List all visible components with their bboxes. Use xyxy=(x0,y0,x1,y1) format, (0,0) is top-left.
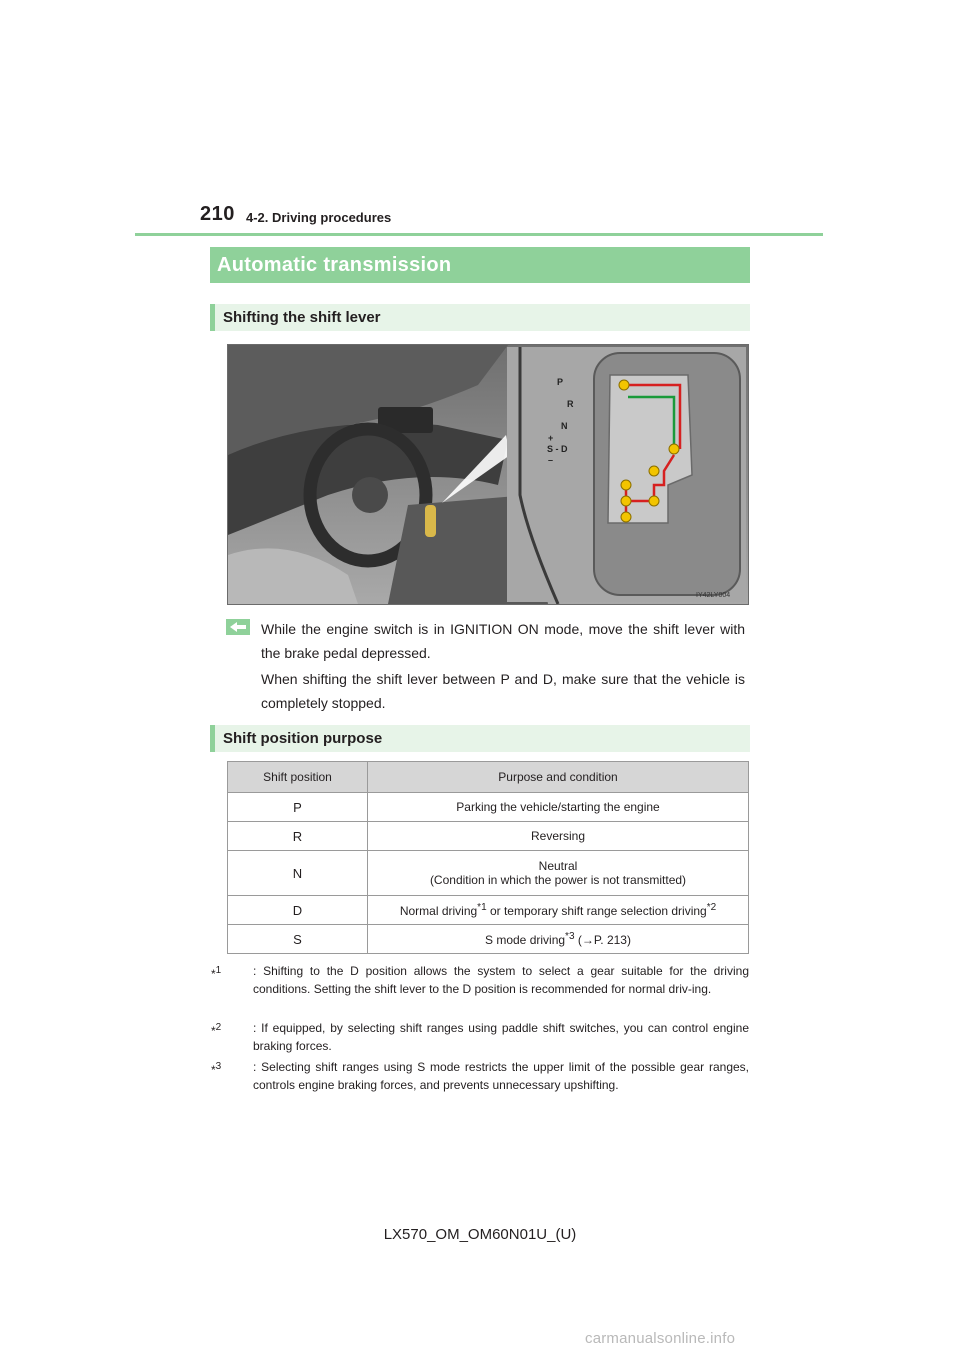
footnote-ref: *1 xyxy=(477,902,487,913)
main-heading-text: Automatic transmission xyxy=(217,254,452,276)
table-cell-position: R xyxy=(228,822,368,851)
caution-paragraph: When shifting the shift lever between P and D, make sure that the vehicle is completely stopped. xyxy=(261,671,745,711)
gate-label-n: N xyxy=(561,421,568,431)
arrow-left-icon xyxy=(226,619,250,635)
gate-dot-minus xyxy=(621,512,631,522)
instruction-paragraph: While the engine switch is in IGNITION ON mode, move the shift lever with the brake pedal depressed. xyxy=(261,621,745,661)
table-row xyxy=(228,925,749,954)
footnote-asterisk: * xyxy=(211,1063,216,1077)
footnote-asterisk: * xyxy=(211,1024,216,1038)
purpose-text-b: or temporary shift range selection driving xyxy=(486,904,707,918)
gate-label-r: R xyxy=(567,399,574,409)
shift-knob xyxy=(425,505,436,537)
table-cell-position: N xyxy=(228,851,368,896)
table-cell-position: S xyxy=(228,925,368,954)
gate-dot-p xyxy=(619,380,629,390)
footnote-number: 3 xyxy=(215,1061,222,1072)
table-header-row xyxy=(228,762,749,793)
gate-dot-d xyxy=(649,496,659,506)
purpose-text-a: S mode driving xyxy=(485,933,566,947)
gate-label-d: S - D xyxy=(547,444,568,454)
steering-hub xyxy=(352,477,388,513)
table-cell-position: D xyxy=(228,896,368,925)
purpose-text-a: Normal driving xyxy=(399,904,478,918)
gate-label-minus: – xyxy=(548,455,554,465)
table-cell-purpose: Reversing xyxy=(368,822,749,851)
footnote-mark xyxy=(211,1058,251,1079)
table-header-purpose: Purpose and condition xyxy=(368,762,749,793)
table-row xyxy=(228,822,749,851)
subheading-shifting xyxy=(210,304,750,331)
main-heading xyxy=(210,247,750,283)
gate-dot-s xyxy=(621,496,631,506)
table-cell-position: P xyxy=(228,793,368,822)
section-title: 4-2. Driving procedures xyxy=(246,210,392,225)
arrow-left-glyph xyxy=(226,619,250,635)
footnote-number: 1 xyxy=(215,965,222,976)
page-number: 210 xyxy=(200,203,235,225)
footnote-asterisk: * xyxy=(211,967,216,981)
document-code-footer: LX570_OM_OM60N01U_(U) xyxy=(383,1226,577,1243)
illustration-svg xyxy=(228,345,748,604)
table-header-position: Shift position xyxy=(228,762,368,793)
footnote-1 xyxy=(211,962,749,998)
table-row xyxy=(228,896,749,925)
header-rule xyxy=(135,233,823,236)
footnote-text: : If equipped, by selecting shift ranges using paddle shift switches, you can control engine braking forces. xyxy=(253,1021,749,1053)
shift-lever-illustration xyxy=(227,344,749,605)
footnote-2 xyxy=(211,1019,749,1055)
table-cell-purpose xyxy=(368,851,749,896)
footnote-ref: *2 xyxy=(706,902,717,913)
footnote-3 xyxy=(211,1058,749,1094)
subheading-purpose xyxy=(210,725,750,752)
illustration-code: IY42LY004 xyxy=(696,592,731,599)
shift-position-table xyxy=(227,761,749,954)
footnote-text: : Selecting shift ranges using S mode restricts the upper limit of the possible gear ranges, controls engine braking forces, and prevents unnecessary upshifting. xyxy=(253,1060,749,1092)
footnote-mark xyxy=(211,962,251,983)
table-cell-purpose: Parking the vehicle/starting the engine xyxy=(368,793,749,822)
gate-dot-plus xyxy=(621,480,631,490)
footnote-text: : Shifting to the D position allows the system to select a gear suitable for the driving conditions. Setting the shift lever to the D position is recommended for normal driv-ing. xyxy=(253,964,749,996)
gate-label-p: P xyxy=(557,377,564,387)
neutral-condition: (Condition in which the power is not transmitted) xyxy=(429,873,687,887)
table-cell-purpose xyxy=(368,925,749,954)
table-cell-purpose xyxy=(368,896,749,925)
footnote-mark xyxy=(211,1019,251,1040)
gate-label-plus: + xyxy=(548,433,554,443)
page-reference: (→P. 213) xyxy=(574,933,631,947)
neutral-label: Neutral xyxy=(538,859,578,873)
footnote-ref: *3 xyxy=(565,931,575,942)
footnote-number: 2 xyxy=(215,1022,222,1033)
subheading-shifting-text: Shifting the shift lever xyxy=(223,309,381,326)
subheading-purpose-text: Shift position purpose xyxy=(223,730,383,747)
gate-dot-r xyxy=(669,444,679,454)
gate-dot-n xyxy=(649,466,659,476)
watermark: carmanualsonline.info xyxy=(585,1330,736,1347)
table-row xyxy=(228,793,749,822)
table-row xyxy=(228,851,749,896)
